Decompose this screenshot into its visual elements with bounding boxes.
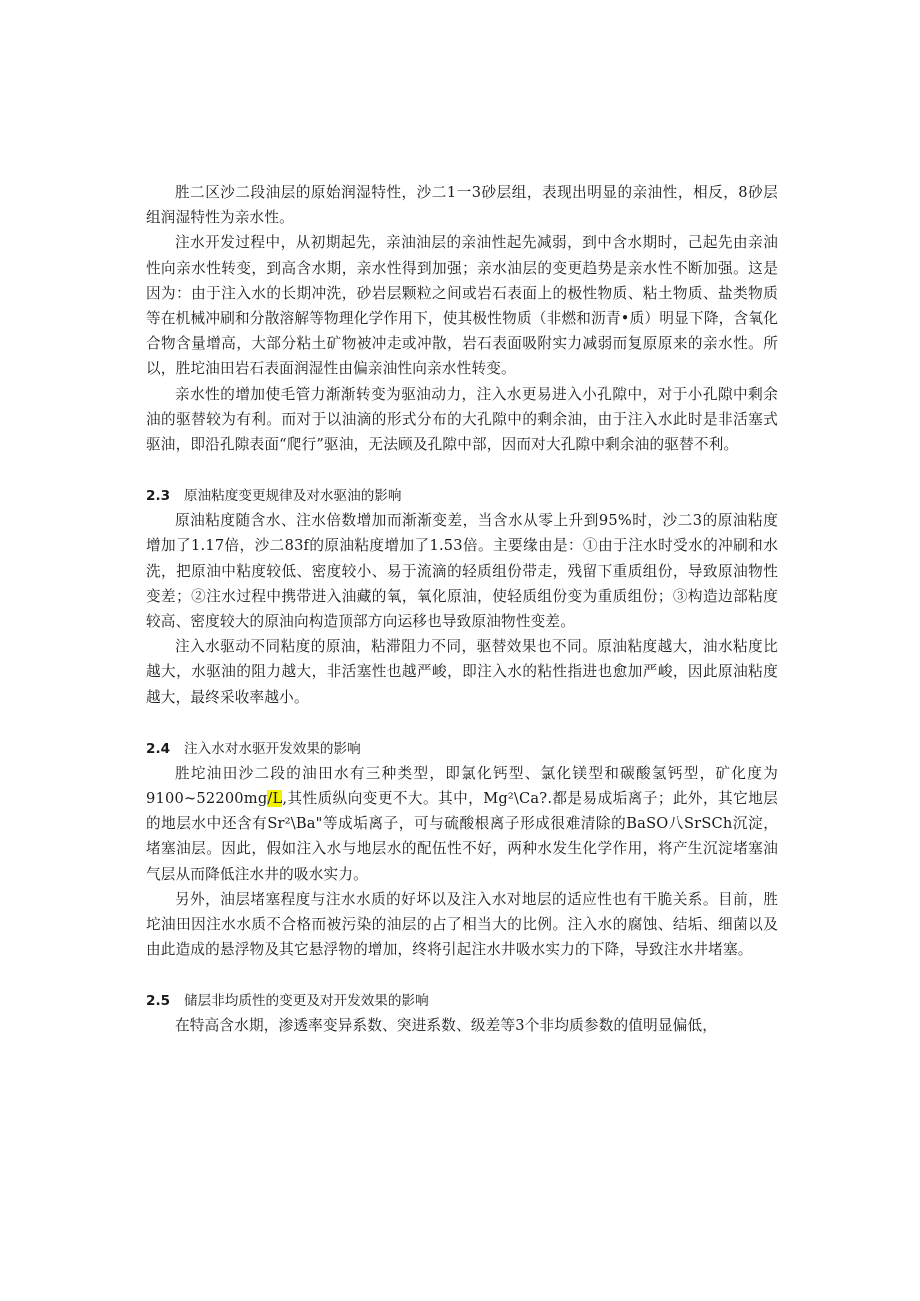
spacer bbox=[146, 710, 778, 737]
section-number: 2.5 bbox=[146, 993, 171, 1010]
section-title: 注入水对水驱开发效果的影响 bbox=[184, 740, 361, 757]
paragraph-wettability-original: 胜二区沙二段油层的原始润湿特性，沙二1一3砂层组，表现出明显的亲油性，相反，8砂层组润湿特性为亲水性。 bbox=[146, 184, 778, 227]
highlighted-text: /L bbox=[267, 790, 283, 808]
section-title: 储层非均质性的变更及对开发效果的影响 bbox=[184, 993, 429, 1010]
paragraph-wettability-change: 注水开发过程中，从初期起先，亲油油层的亲油性起先减弱，到中含水期时，己起先由亲油性向亲水性转变，到高含水期，亲水性得到加强；亲水油层的变更趋势是亲水性不断加强。这是因为：由于注入水的长期冲洗，砂岩层颗粒之间或岩石表面上的极性物质、粘土物质、盐类物质等在机械冲刷和分散溶解等物理化学作用下，使其极性物质（非燃和沥青•质）明显下降，含氧化合物含量增高，大部分粘土矿物被冲走或冲散，岩石表面吸附实力减弱而复原原来的亲水性。所以，胜坨油田岩石表面润湿性由偏亲油性向亲水性转变。 bbox=[146, 234, 778, 378]
section-title: 原油粘度变更规律及对水驱油的影响 bbox=[184, 488, 402, 505]
document-page bbox=[146, 180, 778, 1039]
paragraph-heterogeneity: 在特高含水期，渗透率变异系数、突进系数、级差等3个非均质参数的值明显偏低， bbox=[175, 1017, 718, 1035]
section-number: 2.4 bbox=[146, 740, 171, 757]
text-run: ,其性质纵向变更不大。其中，Mg²\Ca?.都是易成垢离子；此外，其它地层的地层水中还含有Sr²\Ba"等成垢离子，可与硫酸根离子形成很难清除的BaSO八SrSCh沉淀，堵塞油层。因此，假如注入水与地层水的配伍性不好，两种水发生化学作用，将产生沉淀堵塞油气层从而降低注水井的吸水实力。 bbox=[146, 790, 778, 883]
text-run: 胜坨油田沙二段的油田水有三种类型，即氯化钙型、氯化镁型和碳酸氢钙型，矿化度为9100~52200mg bbox=[146, 764, 778, 808]
paragraph-viscosity-effect: 注入水驱动不同粘度的原油，粘滞阻力不同，驱替效果也不同。原油粘度越大，油水粘度比越大，水驱油的阻力越大，非活塞性也越严峻，即注入水的粘性指进也愈加严峻，因此原油粘度越大，最终采收率越小。 bbox=[146, 638, 778, 706]
section-heading-2-3 bbox=[146, 484, 778, 508]
paragraph-water-quality: 另外，油层堵塞程度与注水水质的好坏以及注入水对地层的适应性也有干脆关系。目前，胜坨油田因注水水质不合格而被污染的油层的占了相当大的比例。注入水的腐蚀、结垢、细菌以及由此造成的悬浮物及其它悬浮物的增加，终将引起注水井吸水实力的下降，导致注水井堵塞。 bbox=[146, 890, 778, 959]
section-heading-2-4 bbox=[146, 737, 778, 761]
section-number: 2.3 bbox=[146, 488, 171, 505]
paragraph-oilfield-water bbox=[146, 761, 778, 887]
spacer bbox=[146, 962, 778, 989]
paragraph-viscosity-change: 原油粘度随含水、注水倍数增加而渐渐变差，当含水从零上升到95%时，沙二3的原油粘度增加了1.17倍，沙二83f的原油粘度增加了1.53倍。主要缘由是：①由于注水时受水的冲刷和水洗，把原油中粘度较低、密度较小、易于流滴的轻质组份带走，残留下重质组份，导致原油物性变差；②注水过程中携带进入油藏的氧，氧化原油，使轻质组份变为重质组份；③构造边部粘度较高、密度较大的原油向构造顶部方向运移也导致原油物性变差。 bbox=[146, 512, 778, 631]
spacer bbox=[146, 457, 778, 484]
paragraph-hydrophilicity-effect: 亲水性的增加使毛管力渐渐转变为驱油动力，注入水更易进入小孔隙中，对于小孔隙中剩余油的驱替较为有利。而对于以油滴的形式分布的大孔隙中的剩余油，由于注入水此时是非活塞式驱油，即沿孔隙表面“爬行”驱油，无法顾及孔隙中部，因而对大孔隙中剩余油的驱替不利。 bbox=[146, 385, 778, 454]
section-heading-2-5 bbox=[146, 989, 778, 1013]
